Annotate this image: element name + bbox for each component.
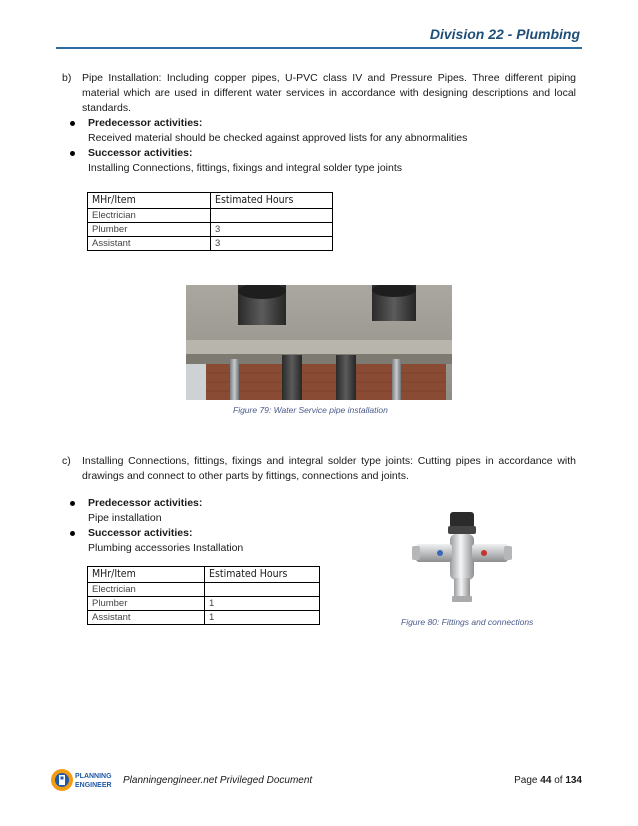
page-of: of xyxy=(554,775,563,786)
footer-page-number xyxy=(514,775,582,786)
table-header-cell: MHr/Item xyxy=(88,567,205,583)
page-current: 44 xyxy=(540,775,552,786)
header-rule xyxy=(56,47,582,49)
table-header-row xyxy=(88,567,320,583)
bullet-icon xyxy=(70,151,75,156)
section-b-text: Pipe Installation: Including copper pipes, U-PVC class IV and Pressure Pipes. Three different piping material which are used in different water services in accordance with designing descriptions and local standards. xyxy=(82,72,576,114)
table-header-cell: Estimated Hours xyxy=(211,193,333,209)
section-c-predecessor xyxy=(68,496,368,525)
page-label: Page xyxy=(514,775,538,786)
successor-desc: Installing Connections, fittings, fixings and integral solder type joints xyxy=(88,161,403,174)
successor-title: Successor activities: xyxy=(88,147,193,159)
bullet-icon xyxy=(70,531,75,536)
table-cell: 1 xyxy=(205,597,320,611)
table-cell: Electrician xyxy=(88,583,205,597)
table-row xyxy=(88,583,320,597)
section-c-bullets xyxy=(68,496,368,556)
logo-text-2: ENGINEER xyxy=(75,782,112,789)
section-b-predecessor xyxy=(68,116,568,145)
predecessor-title: Predecessor activities: xyxy=(88,117,203,129)
table-cell: Assistant xyxy=(88,237,211,251)
table-row xyxy=(88,597,320,611)
table-row xyxy=(88,237,333,251)
table-header-row xyxy=(88,193,333,209)
successor-desc: Plumbing accessories Installation xyxy=(88,541,244,554)
page-total: 134 xyxy=(565,775,582,786)
mixing-valve-photo xyxy=(410,510,515,606)
table-cell xyxy=(211,209,333,223)
table-cell: Assistant xyxy=(88,611,205,625)
section-b-marker: b) xyxy=(62,72,72,84)
bullet-icon xyxy=(70,121,75,126)
section-b-successor xyxy=(68,146,568,175)
table-cell: Plumber xyxy=(88,597,205,611)
header-title: Division 22 - Plumbing xyxy=(429,26,580,42)
section-c-text: Installing Connections, fittings, fixings and integral solder type joints: Cutting pipes in accordance with drawings and connect to other parts by fittings, connections and joints. xyxy=(82,455,576,482)
table-header-cell: MHr/Item xyxy=(88,193,211,209)
figure-79-caption: Figure 79: Water Service pipe installation xyxy=(233,405,388,415)
figure-80-caption: Figure 80: Fittings and connections xyxy=(401,617,534,627)
water-service-pipe-photo xyxy=(186,285,452,400)
section-c-successor xyxy=(68,526,368,555)
table-cell xyxy=(205,583,320,597)
planning-engineer-logo xyxy=(50,767,120,793)
section-c-paragraph xyxy=(62,454,576,484)
bullet-icon xyxy=(70,501,75,506)
table-header-cell: Estimated Hours xyxy=(205,567,320,583)
section-c-marker: c) xyxy=(62,455,71,467)
table-cell: Plumber xyxy=(88,223,211,237)
table-row xyxy=(88,611,320,625)
table-cell: Electrician xyxy=(88,209,211,223)
section-b-paragraph xyxy=(62,71,576,116)
logo-text-1: PLANNING xyxy=(75,773,112,780)
section-b-manhours-table xyxy=(87,192,333,251)
footer-document-note: Planningengineer.net Privileged Document xyxy=(123,775,313,786)
table-cell: 3 xyxy=(211,223,333,237)
table-cell: 1 xyxy=(205,611,320,625)
table-row xyxy=(88,209,333,223)
section-b-bullets xyxy=(68,116,568,176)
section-c-manhours-table xyxy=(87,566,320,625)
table-cell: 3 xyxy=(211,237,333,251)
predecessor-desc: Pipe installation xyxy=(88,511,162,524)
predecessor-title: Predecessor activities: xyxy=(88,497,203,509)
logo-icon xyxy=(50,767,120,793)
successor-title: Successor activities: xyxy=(88,527,193,539)
predecessor-desc: Received material should be checked against approved lists for any abnormalities xyxy=(88,131,468,144)
table-row xyxy=(88,223,333,237)
